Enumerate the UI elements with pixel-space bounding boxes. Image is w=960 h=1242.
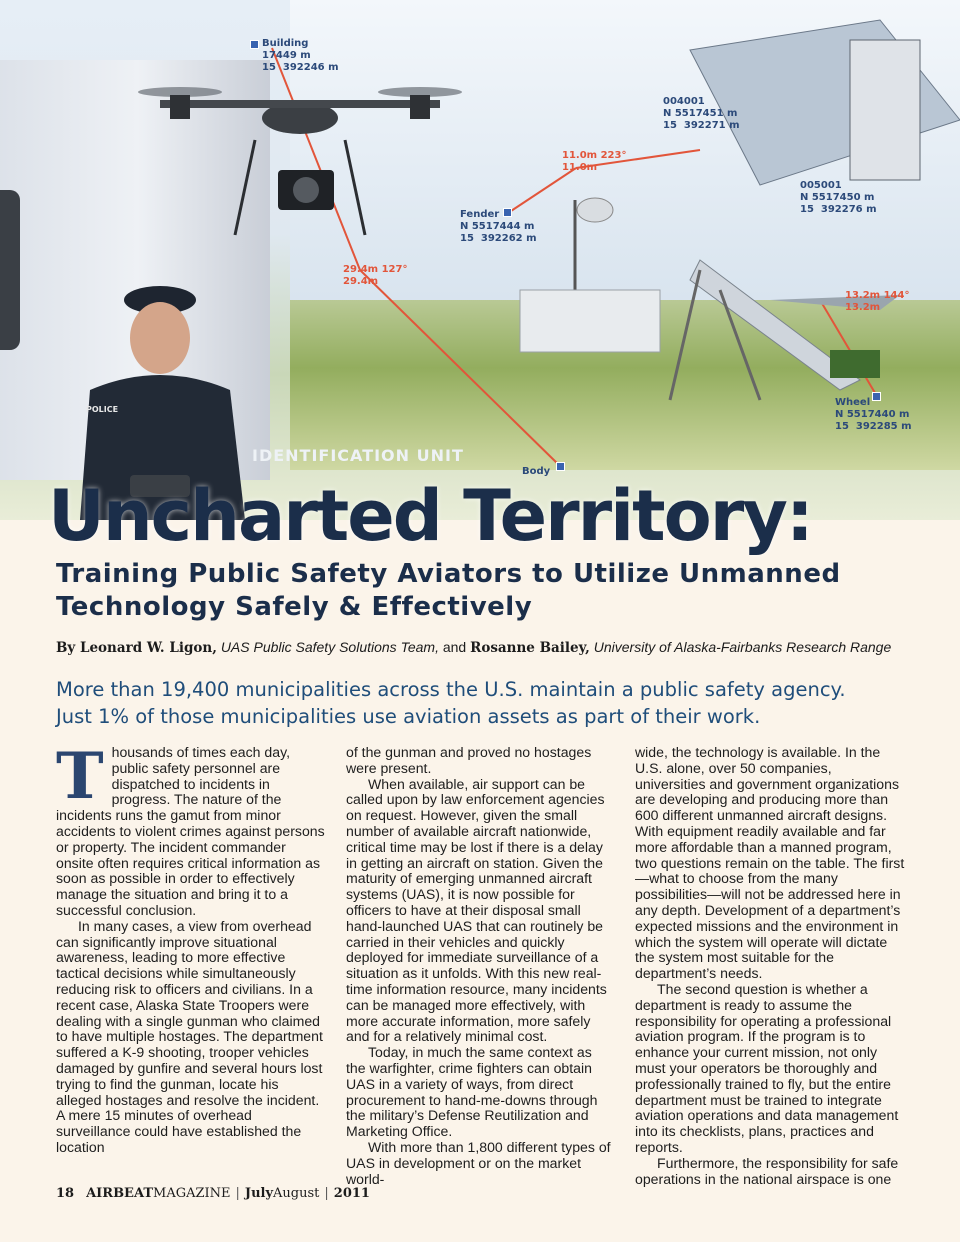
paragraph: In many cases, a view from overhead can significantly improve situational awareness, leading to more effective tactical decisions while simultaneously reducing risk to officers and civilians. In a recent case, Alaska State Troopers were dealing with a single gunman who claimed to have multiple hostages. The department suffered a K-9 shooting, trooper vehicles damaged by gunfire and several hours lost trying to find the gunman, locate his alleged hostages and resolve the incident. A mere 15 minutes of overhead surveillance could have established the location — [56, 917, 323, 1155]
overlay-distance-3: 13.2m 144° 13.2m — [845, 290, 910, 313]
paragraph: With more than 1,800 different types of UAS in development or on the market world- — [346, 1138, 611, 1187]
footer-separator: | — [235, 1186, 240, 1201]
subtitle-line-2: Technology Safely & Effectively — [56, 592, 533, 622]
magazine-name-rest: MAGAZINE — [153, 1186, 231, 1201]
paragraph: Furthermore, the responsibility for safe operations in the national airspace is one — [635, 1154, 899, 1187]
paragraph: The second question is whether a department is ready to assume the responsibility for operating a professional aviation program. If the program is to enhance your current mission, not only must your operators be thoroughly and professionally trained to fly, but the entire department must be trained to integrate aviation operations and data management into its checklists, plans, practices and reports. — [635, 980, 899, 1155]
overlay-distance-2: 29.4m 127° 29.4m — [343, 264, 408, 287]
overlay-wheel: Wheel N 5517440 m 15 392285 m — [835, 397, 912, 432]
issue-year: 2011 — [333, 1186, 370, 1201]
author-1: Leonard W. Ligon, — [79, 640, 217, 656]
deck-line-1: More than 19,400 municipalities across the U.S. maintain a public safety agency. — [56, 678, 846, 701]
paragraph: of the gunman and proved no hostages were present. — [346, 744, 592, 776]
byline-prefix: By — [56, 640, 80, 656]
overlay-police-patch: POLICE — [86, 405, 119, 414]
quadcopter-drone — [138, 87, 462, 235]
byline — [56, 639, 936, 656]
body-column-2 — [346, 745, 612, 1187]
overlay-building: Building 17449 m 15 392246 m — [262, 38, 339, 73]
overlay-body: Body — [522, 466, 551, 477]
paragraph: When available, air support can be called upon by law enforcement agencies on request. However, given the small number of available aircraft nationwide, critical time may be lost if there is a delay in getting an aircraft on station. Given the maturity of emerging unmanned aircraft systems (UAS), it is now possible for officers to have at their disposal small hand-launched UAS that can routinely be carried in their vehicles and quickly deployed for immediate surveillance of a situation as it unfolds. With this new real-time information resource, many incidents can be managed more effectively, with more accurate information, more safely and for a relatively minimal cost. — [346, 775, 607, 1045]
magazine-name-bold: AIRBEAT — [86, 1186, 154, 1201]
byline-and: and — [438, 639, 471, 655]
article-subtitle — [56, 558, 916, 624]
drop-cap: T — [56, 739, 104, 814]
paragraph: Today, in much the same context as the warfighter, crime fighters can obtain UAS in a variety of ways, from direct procurement to hand-me-downs through the military’s Defense Reutilization and Marketing Office. — [346, 1044, 598, 1140]
measure-line-3 — [272, 48, 360, 270]
article-title: Uncharted Territory: — [48, 475, 812, 557]
overlay-005001: 005001 N 5517450 m 15 392276 m — [800, 180, 877, 215]
issue-month-1: July — [244, 1186, 274, 1201]
article-deck — [56, 676, 936, 730]
body-column-3 — [635, 745, 905, 1187]
page-footer — [56, 1186, 370, 1201]
page-number: 18 — [56, 1186, 75, 1201]
measure-line-1 — [508, 168, 576, 213]
uas-launcher — [670, 260, 900, 400]
paragraph: housands of times each day, public safety personnel are dispatched to incidents in progress. The nature of the incidents runs the gamut from minor accidents to violent crimes against persons or property. The incident commander onsite often requires critical information as soon as possible in order to effectively manage the situation and bring it to a successful conclusion. — [56, 744, 325, 918]
overlay-identification-unit: IDENTIFICATION UNIT — [252, 446, 464, 465]
affiliation-1: UAS Public Safety Solutions Team, — [220, 639, 439, 655]
subtitle-line-1: Training Public Safety Aviators to Utilize Unmanned — [56, 559, 841, 589]
affiliation-2: University of Alaska-Fairbanks Research Range — [593, 639, 892, 655]
overlay-fender: Fender N 5517444 m 15 392262 m — [460, 209, 537, 244]
footer-separator: | — [324, 1186, 329, 1201]
body-column-1 — [56, 739, 326, 1156]
hero-photo-collage — [0, 0, 960, 520]
ground-station — [520, 198, 660, 352]
marker-body — [556, 462, 565, 471]
paragraph: wide, the technology is available. In the U.S. alone, over 50 companies, universities and government organizations are developing and producing more than 600 different unmanned aircraft designs. With equipment readily available and far more affordable than a manned program, two questions remain on the table. The first—what to choose from the many possibilities—will not be addressed here in any depth. Development of a department’s expected missions and the environment in which the system will operate will dictate the system most suitable for the department’s needs. — [635, 744, 905, 982]
overlay-004001: 004001 N 5517451 m 15 392271 m — [663, 96, 740, 131]
marker-building — [250, 40, 259, 49]
deck-line-2: Just 1% of those municipalities use aviation assets as part of their work. — [56, 705, 761, 728]
issue-month-2: August — [273, 1186, 320, 1201]
author-2: Rosanne Bailey, — [470, 640, 590, 656]
overlay-distance-1: 11.0m 223° 11.0m — [562, 150, 627, 173]
